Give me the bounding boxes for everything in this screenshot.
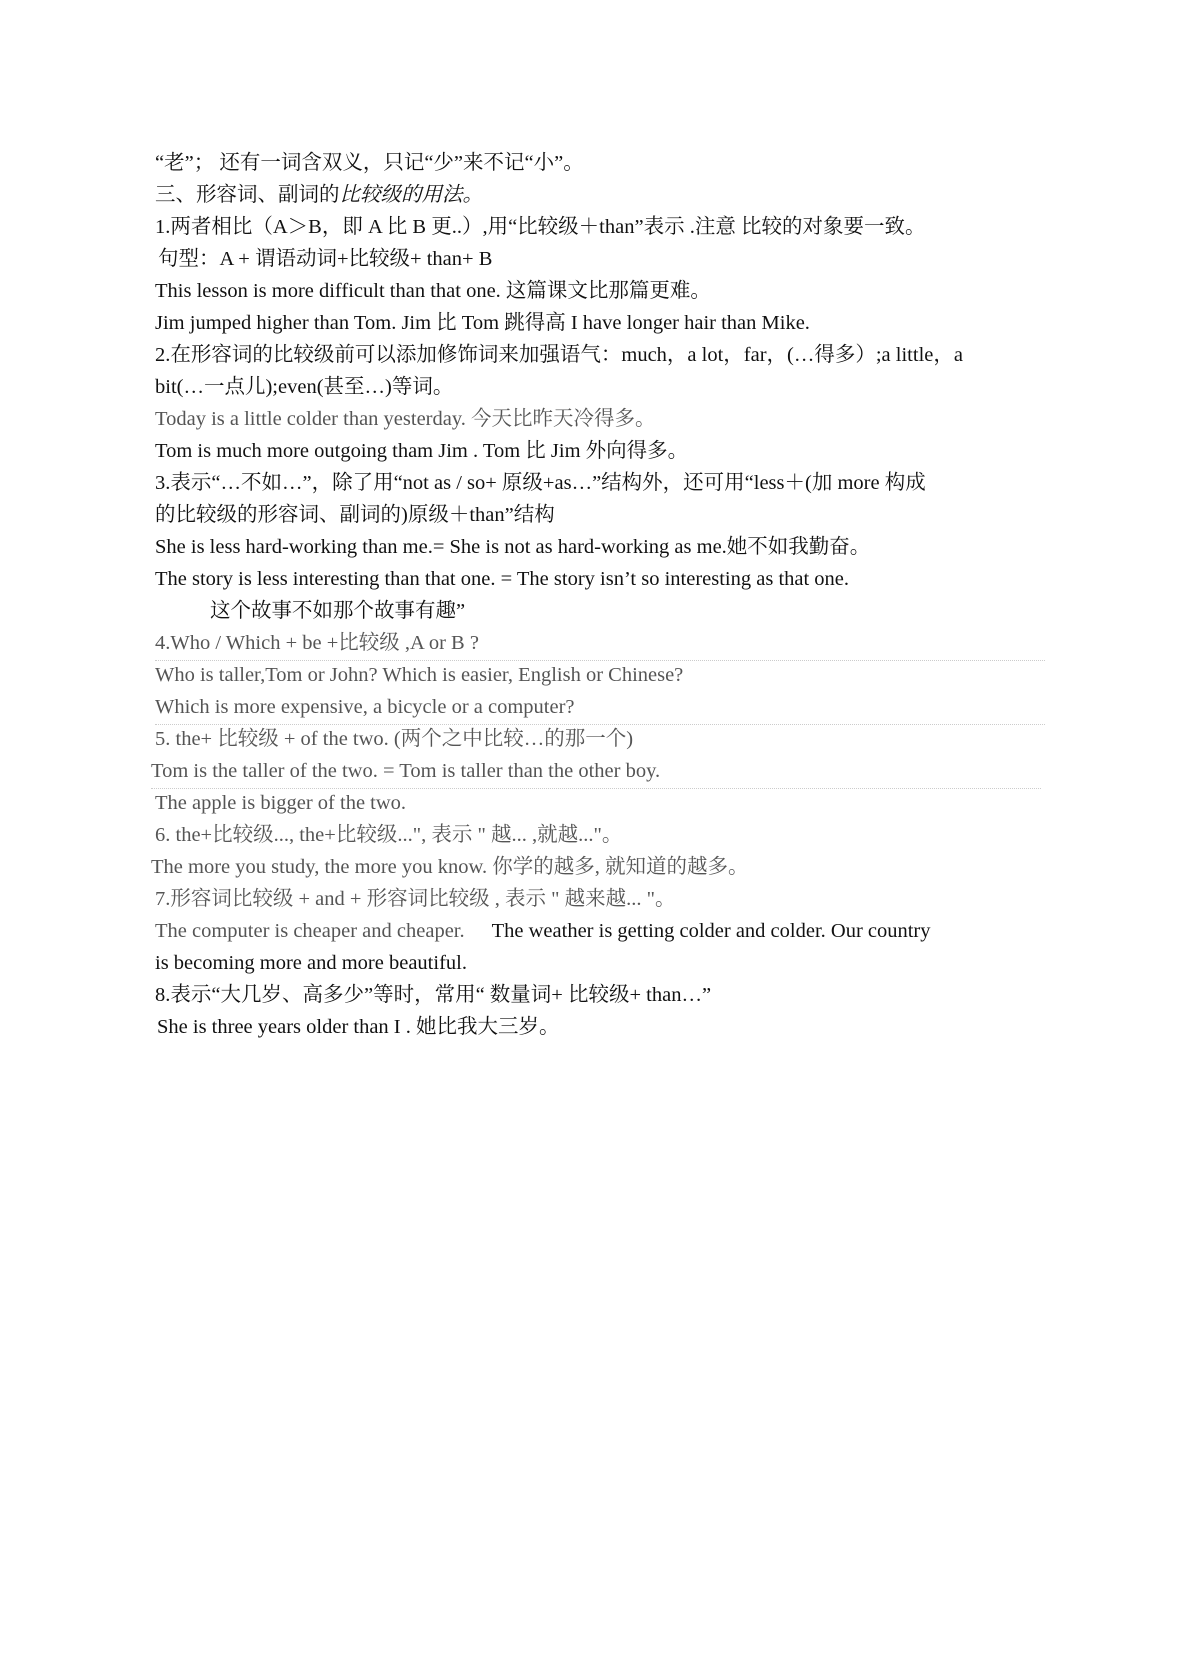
text-line-rhyme-end: “老”； 还有一词含双义，只记“少”来不记“小”。 <box>155 152 584 174</box>
example-sentence: The computer is cheaper and cheaper. <box>155 920 465 942</box>
example-sentence: Who is taller,Tom or John? Which is easier, English or Chinese? <box>155 664 684 686</box>
rule-8-heading: 8.表示“大几岁、高多少”等时，常用“ 数量词+ 比较级+ than…” <box>155 984 712 1006</box>
example-sentence: The story is less interesting than that one. = The story isn’t so interesting as that one. <box>155 568 850 590</box>
example-sentence: The weather is getting colder and colder. Our country <box>491 920 931 942</box>
rule-2-heading-cont: bit(…一点儿);even(甚至…)等词。 <box>155 376 454 398</box>
section-heading-italic: 比较级的用法。 <box>339 184 483 206</box>
example-sentence-cont: is becoming more and more beautiful. <box>155 952 467 974</box>
example-sentence: The more you study, the more you know. 你学的越多, 就知道的越多。 <box>151 856 749 878</box>
rule-1-pattern: 句型：A + 谓语动词+比较级+ than+ B <box>158 248 493 270</box>
example-sentence: Tom is much more outgoing tham Jim . Tom 比 Jim 外向得多。 <box>155 440 689 462</box>
example-sentence: Jim jumped higher than Tom. Jim 比 Tom 跳得高 I have longer hair than Mike. <box>155 312 810 334</box>
example-sentence: She is three years older than I . 她比我大三岁。 <box>157 1016 560 1038</box>
section-heading-prefix: 三、形容词、副词的 <box>155 184 340 206</box>
example-sentence: Today is a little colder than yesterday. 今天比昨天冷得多。 <box>155 408 656 430</box>
rule-2-heading: 2.在形容词的比较级前可以添加修饰词来加强语气：much，a lot，far，(…得多）;a little，a <box>155 344 963 366</box>
example-sentence: This lesson is more difficult than that one. 这篇课文比那篇更难。 <box>155 280 711 302</box>
example-translation: 这个故事不如那个故事有趣” <box>210 600 466 622</box>
rule-6-heading: 6. the+比较级..., the+比较级...", 表示 " 越... ,就越..."。 <box>155 824 623 846</box>
example-sentence: The apple is bigger of the two. <box>155 792 407 814</box>
rule-4-heading: 4.Who / Which + be +比较级 ,A or B ? <box>155 626 1045 661</box>
rule-3-heading: 3.表示“…不如…”，除了用“not as / so+ 原级+as…”结构外，还可用“less＋(加 more 构成 <box>155 472 926 494</box>
example-sentence: She is less hard-working than me.= She is not as hard-working as me.她不如我勤奋。 <box>155 536 871 558</box>
rule-1-heading: 1.两者相比（A＞B，即 A 比 B 更..）,用“比较级＋than”表示 .注意 比较的对象要一致。 <box>155 216 926 238</box>
example-sentence: Tom is the taller of the two. = Tom is taller than the other boy. <box>151 754 1041 789</box>
example-sentence: Which is more expensive, a bicycle or a computer? <box>155 690 1045 725</box>
example-line-7 <box>155 914 931 948</box>
rule-5-heading: 5. the+ 比较级 + of the two. (两个之中比较…的那一个) <box>155 728 634 750</box>
rule-3-heading-cont: 的比较级的形容词、副词的)原级＋than”结构 <box>155 504 555 526</box>
rule-7-heading: 7.形容词比较级 + and + 形容词比较级 , 表示 " 越来越... "。 <box>155 888 676 910</box>
section-heading-3 <box>155 178 483 212</box>
